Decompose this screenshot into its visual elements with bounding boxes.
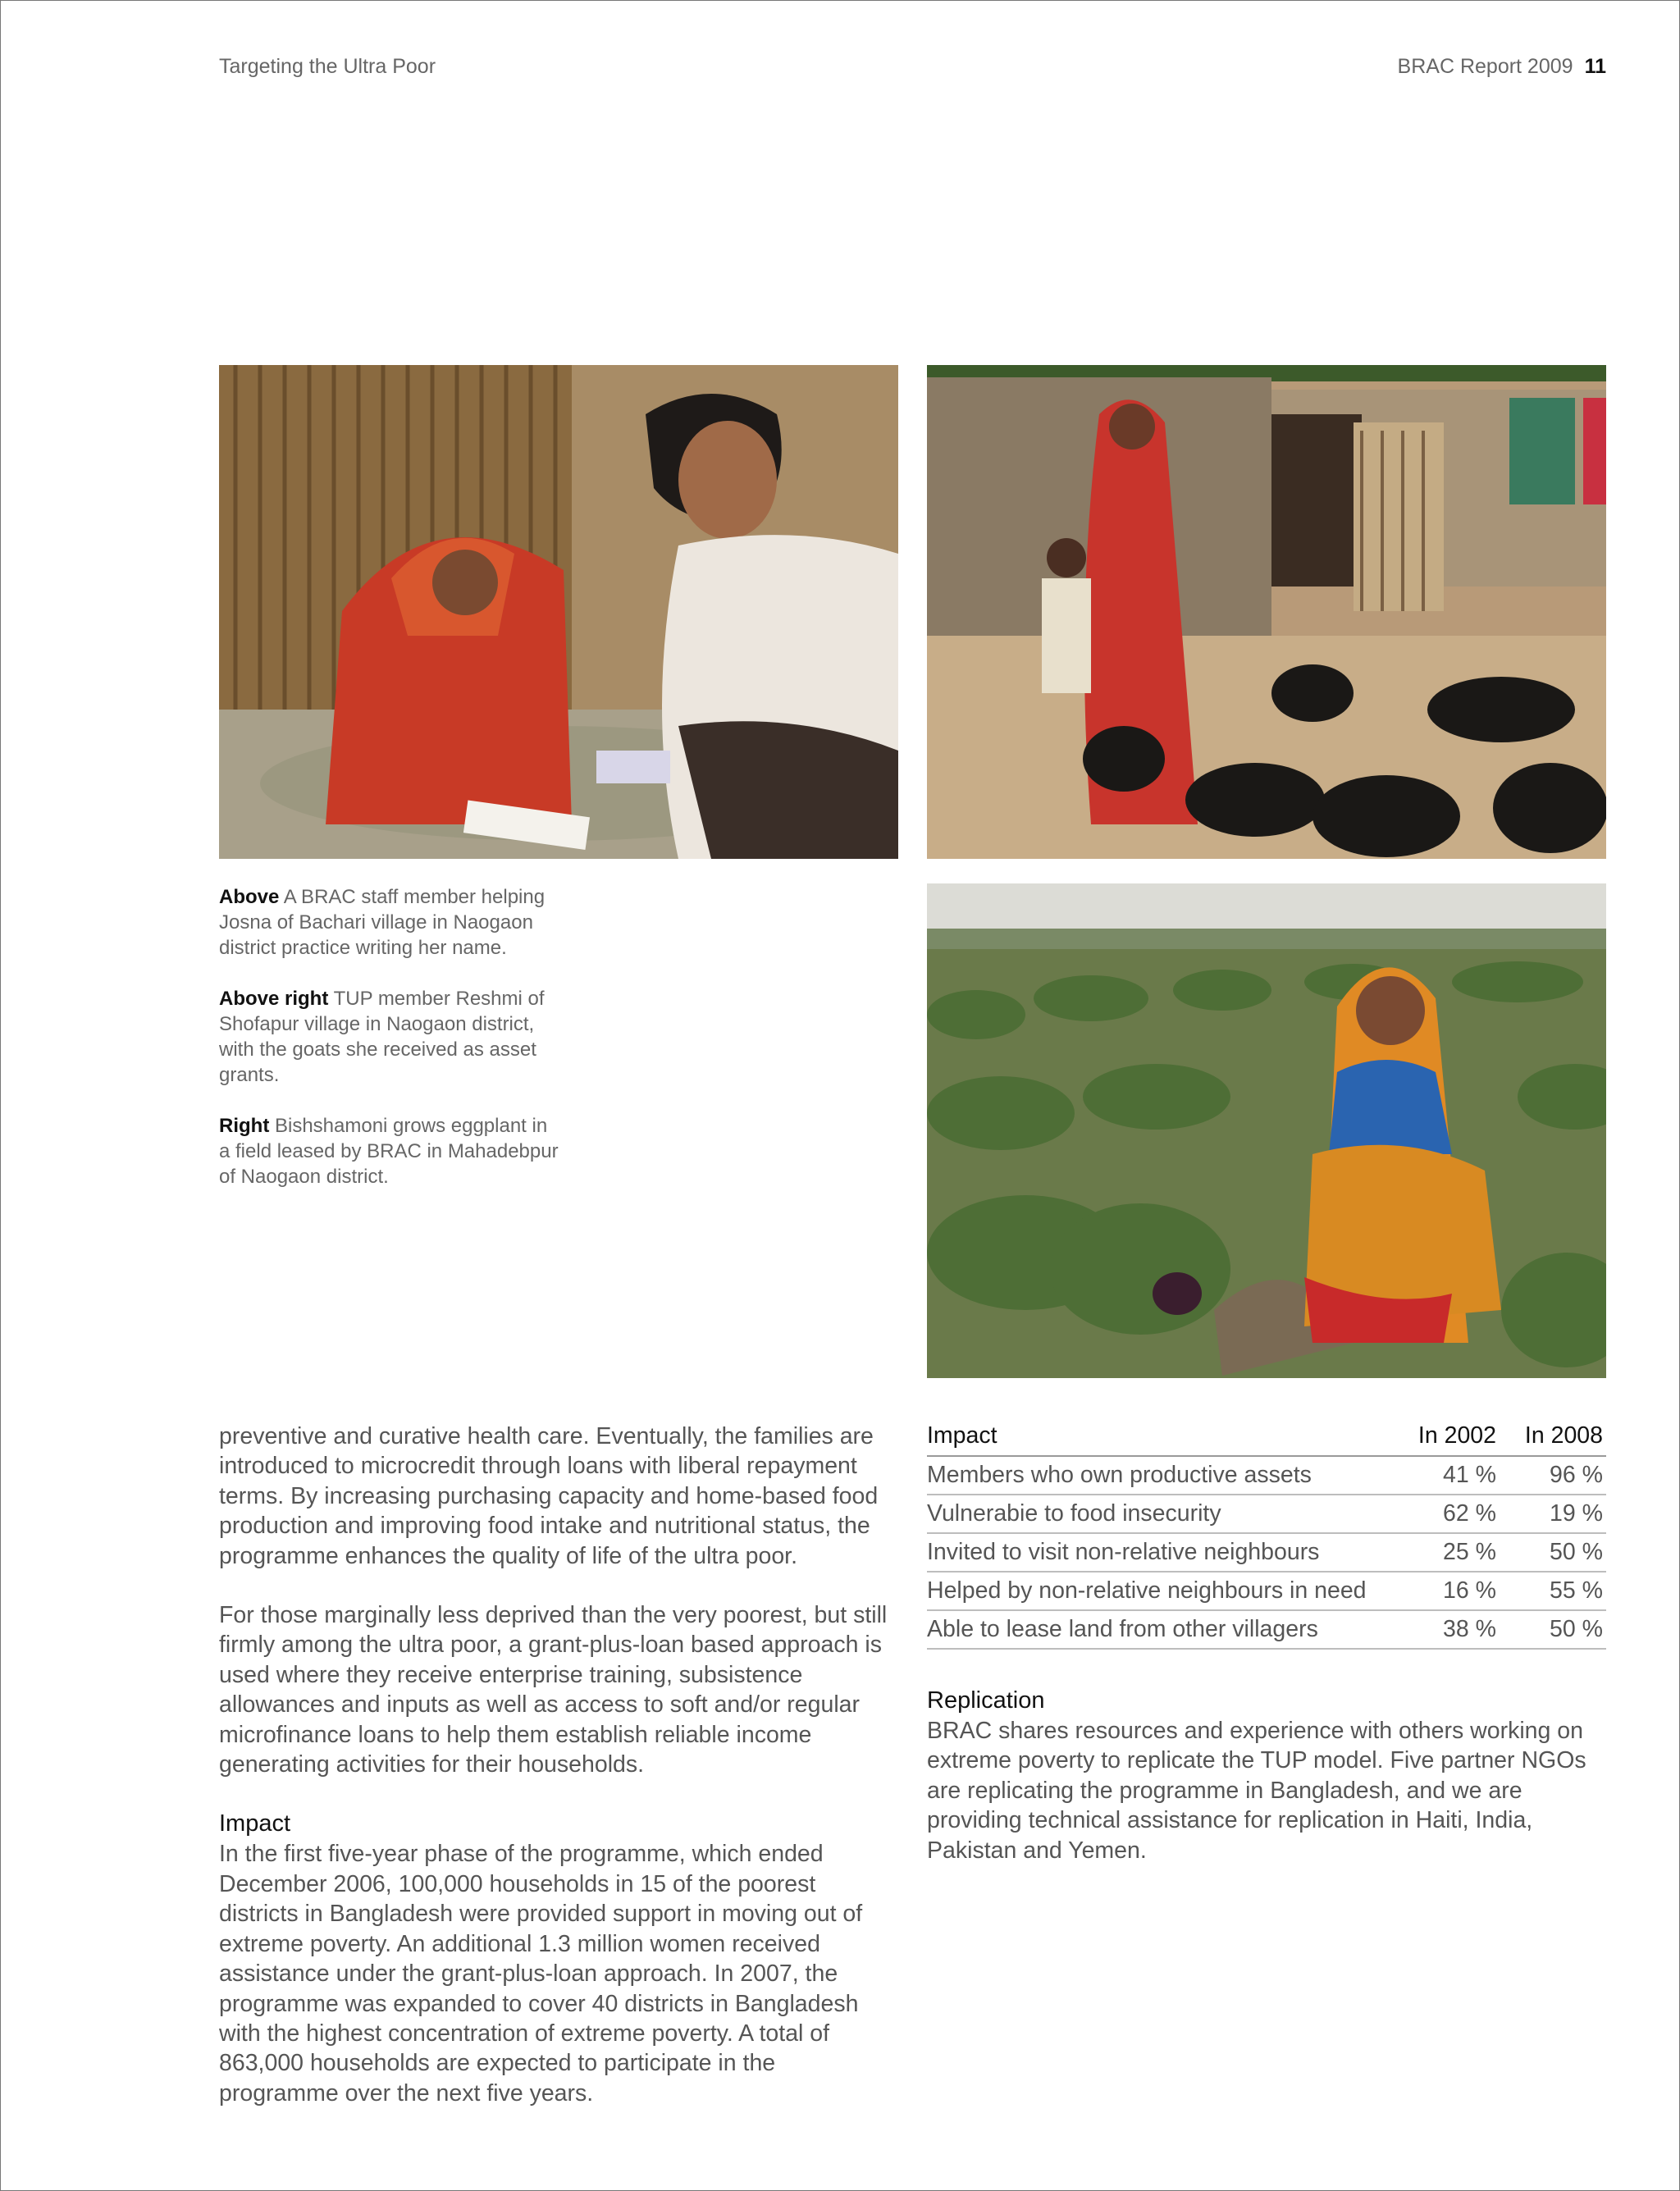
caption-right	[219, 1113, 564, 1189]
paragraph: BRAC shares resources and experience with others working on extreme poverty to replicate the TUP model. Five partner NGOs are replicating the programme in Bangladesh, and we are providing technical assistance for replication in Haiti, India, Pakistan and Yemen.	[927, 1718, 1586, 1864]
caption-above	[219, 884, 564, 961]
table-row	[927, 1495, 1606, 1533]
caption-label: Above right	[219, 988, 329, 1010]
photo-captions	[219, 884, 564, 1215]
table-cell: 50 %	[1500, 1533, 1606, 1572]
report-title: BRAC Report 2009	[1397, 55, 1573, 78]
table-cell: 55 %	[1500, 1572, 1606, 1610]
paragraph: For those marginally less deprived than the very poorest, but still firmly among the ultra poor, a grant-plus-loan based approach is used where they receive enterprise training, subsistence allowances and inputs as well as access to soft and/or regular microfinance loans to help them establish reliable income generating activities for their households.	[219, 1602, 888, 1778]
photo-goats	[927, 365, 1606, 859]
caption-text: A BRAC staff member helping Josna of Bachari village in Naogaon district practice writing her name.	[219, 886, 546, 959]
column-header: Impact	[927, 1421, 1390, 1456]
left-column-text	[219, 1422, 900, 2138]
table-cell: 19 %	[1500, 1495, 1606, 1533]
caption-above-right	[219, 986, 564, 1088]
photo-writing-lesson	[219, 365, 898, 859]
running-header-report	[1398, 55, 1606, 79]
photo-eggplant-field	[927, 883, 1606, 1378]
table-cell: Invited to visit non-relative neighbours	[927, 1533, 1390, 1572]
caption-label: Above	[219, 886, 280, 908]
table-cell: 62 %	[1390, 1495, 1500, 1533]
caption-text: Bishshamoni grows eggplant in a field leased by BRAC in Mahadebpur of Naogaon district.	[219, 1115, 559, 1188]
table-cell: 50 %	[1500, 1610, 1606, 1649]
table-cell: 16 %	[1390, 1572, 1500, 1610]
table-header-row	[927, 1421, 1606, 1456]
table-cell: 96 %	[1500, 1456, 1606, 1495]
paragraph: In the first five-year phase of the programme, which ended December 2006, 100,000 households in 15 of the poorest districts in Bangladesh were provided support in moving out of extreme poverty. An additional 1.3 million women received assistance under the grant-plus-loan approach. In 2007, the programme was expanded to cover 40 districts in Bangladesh with the highest concentration of extreme poverty. A total of 863,000 households are expected to participate in the programme over the next five years.	[219, 1841, 863, 2107]
table-cell: 41 %	[1390, 1456, 1500, 1495]
impact-table	[927, 1421, 1606, 1650]
table-row	[927, 1572, 1606, 1610]
paragraph: preventive and curative health care. Eventually, the families are introduced to microcredit through loans with liberal repayment terms. By increasing purchasing capacity and home-based food production and improving food intake and nutritional status, the programme enhances the quality of life of the ultra poor.	[219, 1423, 879, 1569]
table-cell: 38 %	[1390, 1610, 1500, 1649]
table-cell: Able to lease land from other villagers	[927, 1610, 1390, 1649]
caption-text: TUP member Reshmi of Shofapur village in Naogaon district, with the goats she received as asset grants.	[219, 988, 545, 1086]
table-cell: Helped by non-relative neighbours in need	[927, 1572, 1390, 1610]
caption-label: Right	[219, 1115, 270, 1137]
page-number: 11	[1584, 55, 1606, 78]
table-cell: Members who own productive assets	[927, 1456, 1390, 1495]
column-header: In 2002	[1390, 1421, 1500, 1456]
running-header-section: Targeting the Ultra Poor	[219, 55, 436, 78]
impact-heading: Impact	[219, 1810, 291, 1837]
table-row	[927, 1610, 1606, 1649]
table-row	[927, 1533, 1606, 1572]
replication-section	[927, 1686, 1608, 1895]
table-cell: Vulnerabie to food insecurity	[927, 1495, 1390, 1533]
column-header: In 2008	[1500, 1421, 1606, 1456]
table-row	[927, 1456, 1606, 1495]
table-cell: 25 %	[1390, 1533, 1500, 1572]
replication-heading: Replication	[927, 1687, 1045, 1714]
